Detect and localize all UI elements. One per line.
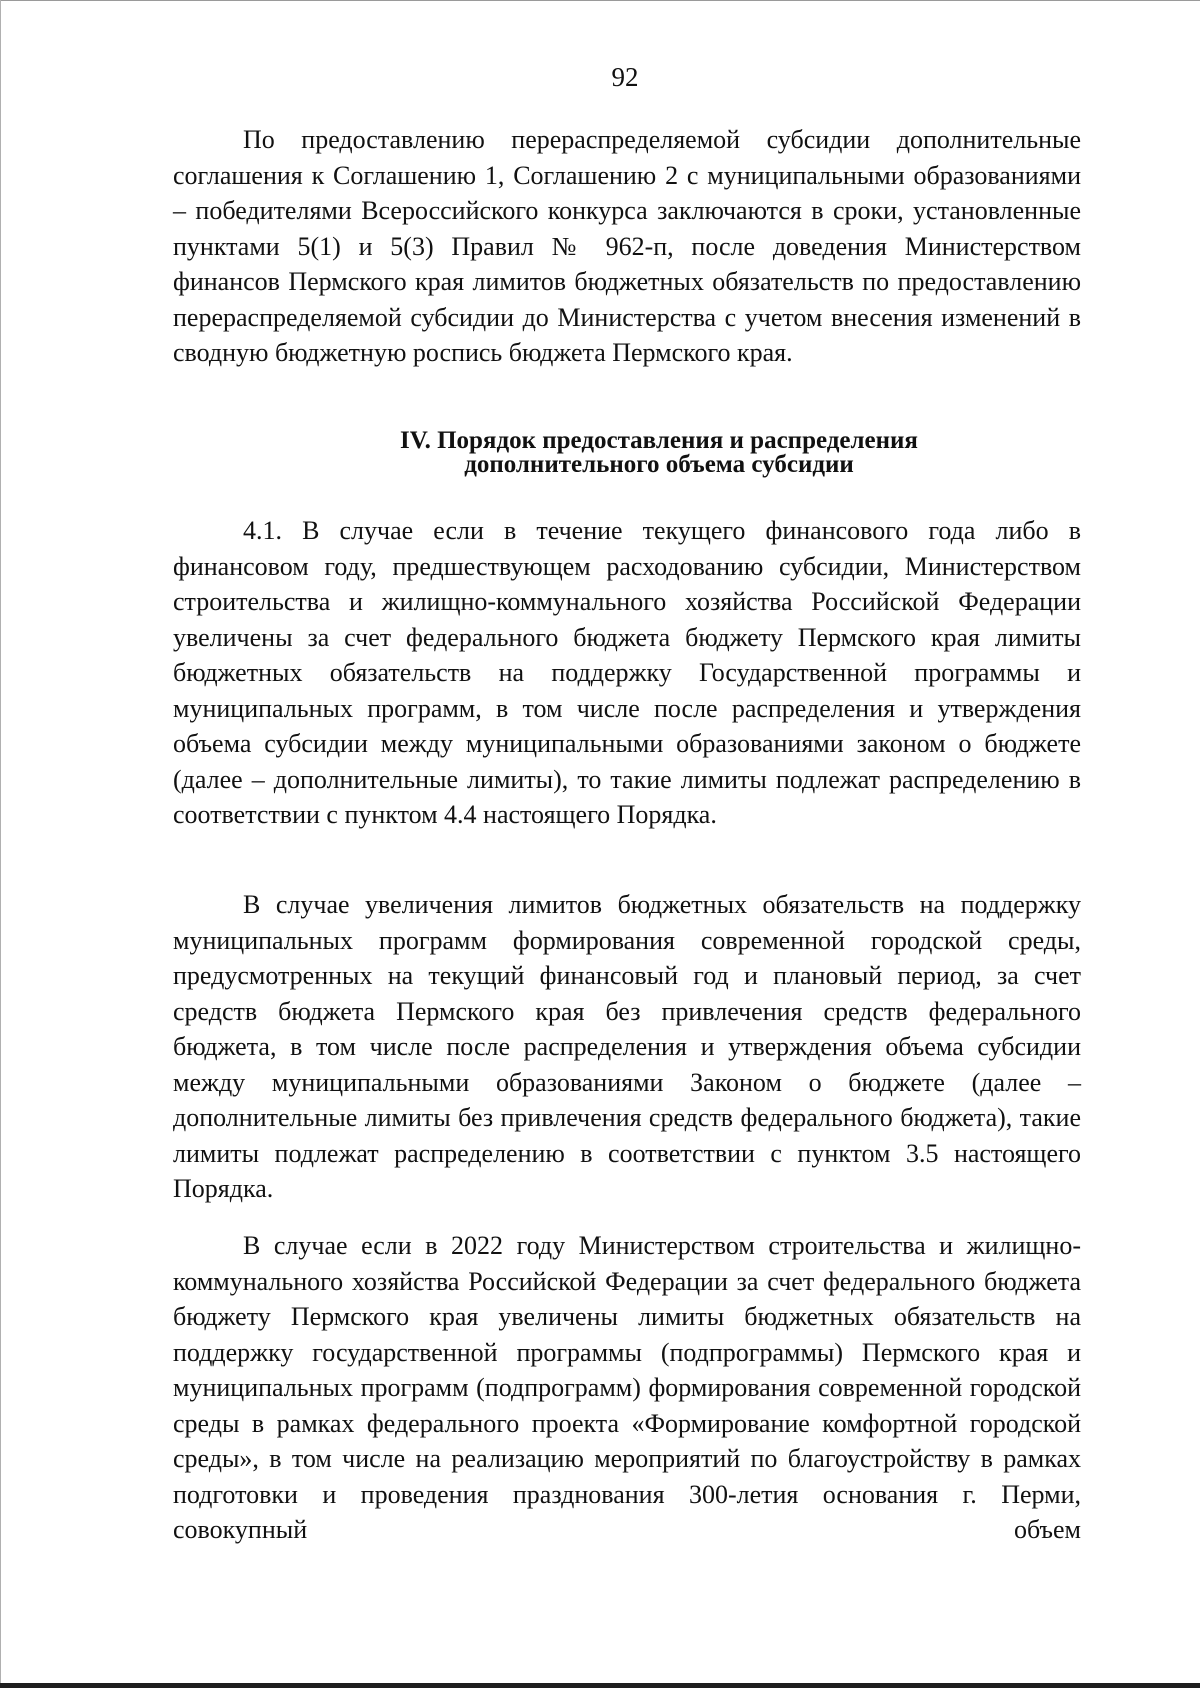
paragraph-text: 4.1. В случае если в течение текущего финансового года либо в финансовом году, предшествующем расходованию субсидии, Министерством строительства и жилищно-коммунального хозяйства Российской Федерации увеличены за счет федерального бюджета бюджету Пермского края лимиты бюджетных обязательств на поддержку Государственной программы и муниципальных программ, в том числе после распределения и утверждения объема субсидии между муниципальными образованиями законом о бюджете (далее – дополнительные лимиты), то такие лимиты подлежат распределению в соответствии с пунктом 4.4 настоящего Порядка. xyxy=(173,516,1081,829)
paragraph-text: По предоставлению перераспределяемой субсидии дополнительные соглашения к Соглашению 1, Соглашению 2 с муниципальными образованиями – победителями Всероссийского конкурса заключаются в сроки, установленные пунктами 5(1) и 5(3) Правил № 962-п, после доведения Министерством финансов Пермского края лимитов бюджетных обязательств по предоставлению перераспределяемой субсидии до Министерства с учетом внесения изменений в сводную бюджетную роспись бюджета Пермского края. xyxy=(173,125,1081,367)
paragraph-2022-limits xyxy=(173,1228,1081,1548)
scan-edge-top xyxy=(0,0,1200,1)
paragraph-subsidy-agreements xyxy=(173,122,1081,371)
paragraph-4-1 xyxy=(173,513,1081,833)
paragraph-regional-limits xyxy=(173,887,1081,1207)
section-heading-line-1: IV. Порядок предоставления и распределения xyxy=(400,427,918,454)
scan-edge-left xyxy=(0,0,1,1688)
scan-edge-bottom xyxy=(0,1683,1200,1688)
section-heading xyxy=(173,429,1145,477)
section-heading-line-2: дополнительного объема субсидии xyxy=(464,451,854,478)
paragraph-text: В случае если в 2022 году Министерством строительства и жилищно-коммунального хозяйства Российской Федерации за счет федерального бюджета бюджету Пермского края увеличены лимиты бюджетных обязательств на поддержку государственной программы (подпрограммы) Пермского края и муниципальных программ (подпрограмм) формирования современной городской среды в рамках федерального проекта «Формирование комфортной городской среды», в том числе на реализацию мероприятий по благоустройству в рамках подготовки и проведения празднования 300-летия основания г. Перми, совокупный объем xyxy=(173,1231,1081,1544)
paragraph-text: В случае увеличения лимитов бюджетных обязательств на поддержку муниципальных программ формирования современной городской среды, предусмотренных на текущий финансовый год и плановый период, за счет средств бюджета Пермского края без привлечения средств федерального бюджета, в том числе после распределения и утверждения объема субсидии между муниципальными образованиями Законом о бюджете (далее – дополнительные лимиты без привлечения средств федерального бюджета), такие лимиты подлежат распределению в соответствии с пунктом 3.5 настоящего Порядка. xyxy=(173,890,1081,1203)
page-number: 92 xyxy=(611,62,639,92)
